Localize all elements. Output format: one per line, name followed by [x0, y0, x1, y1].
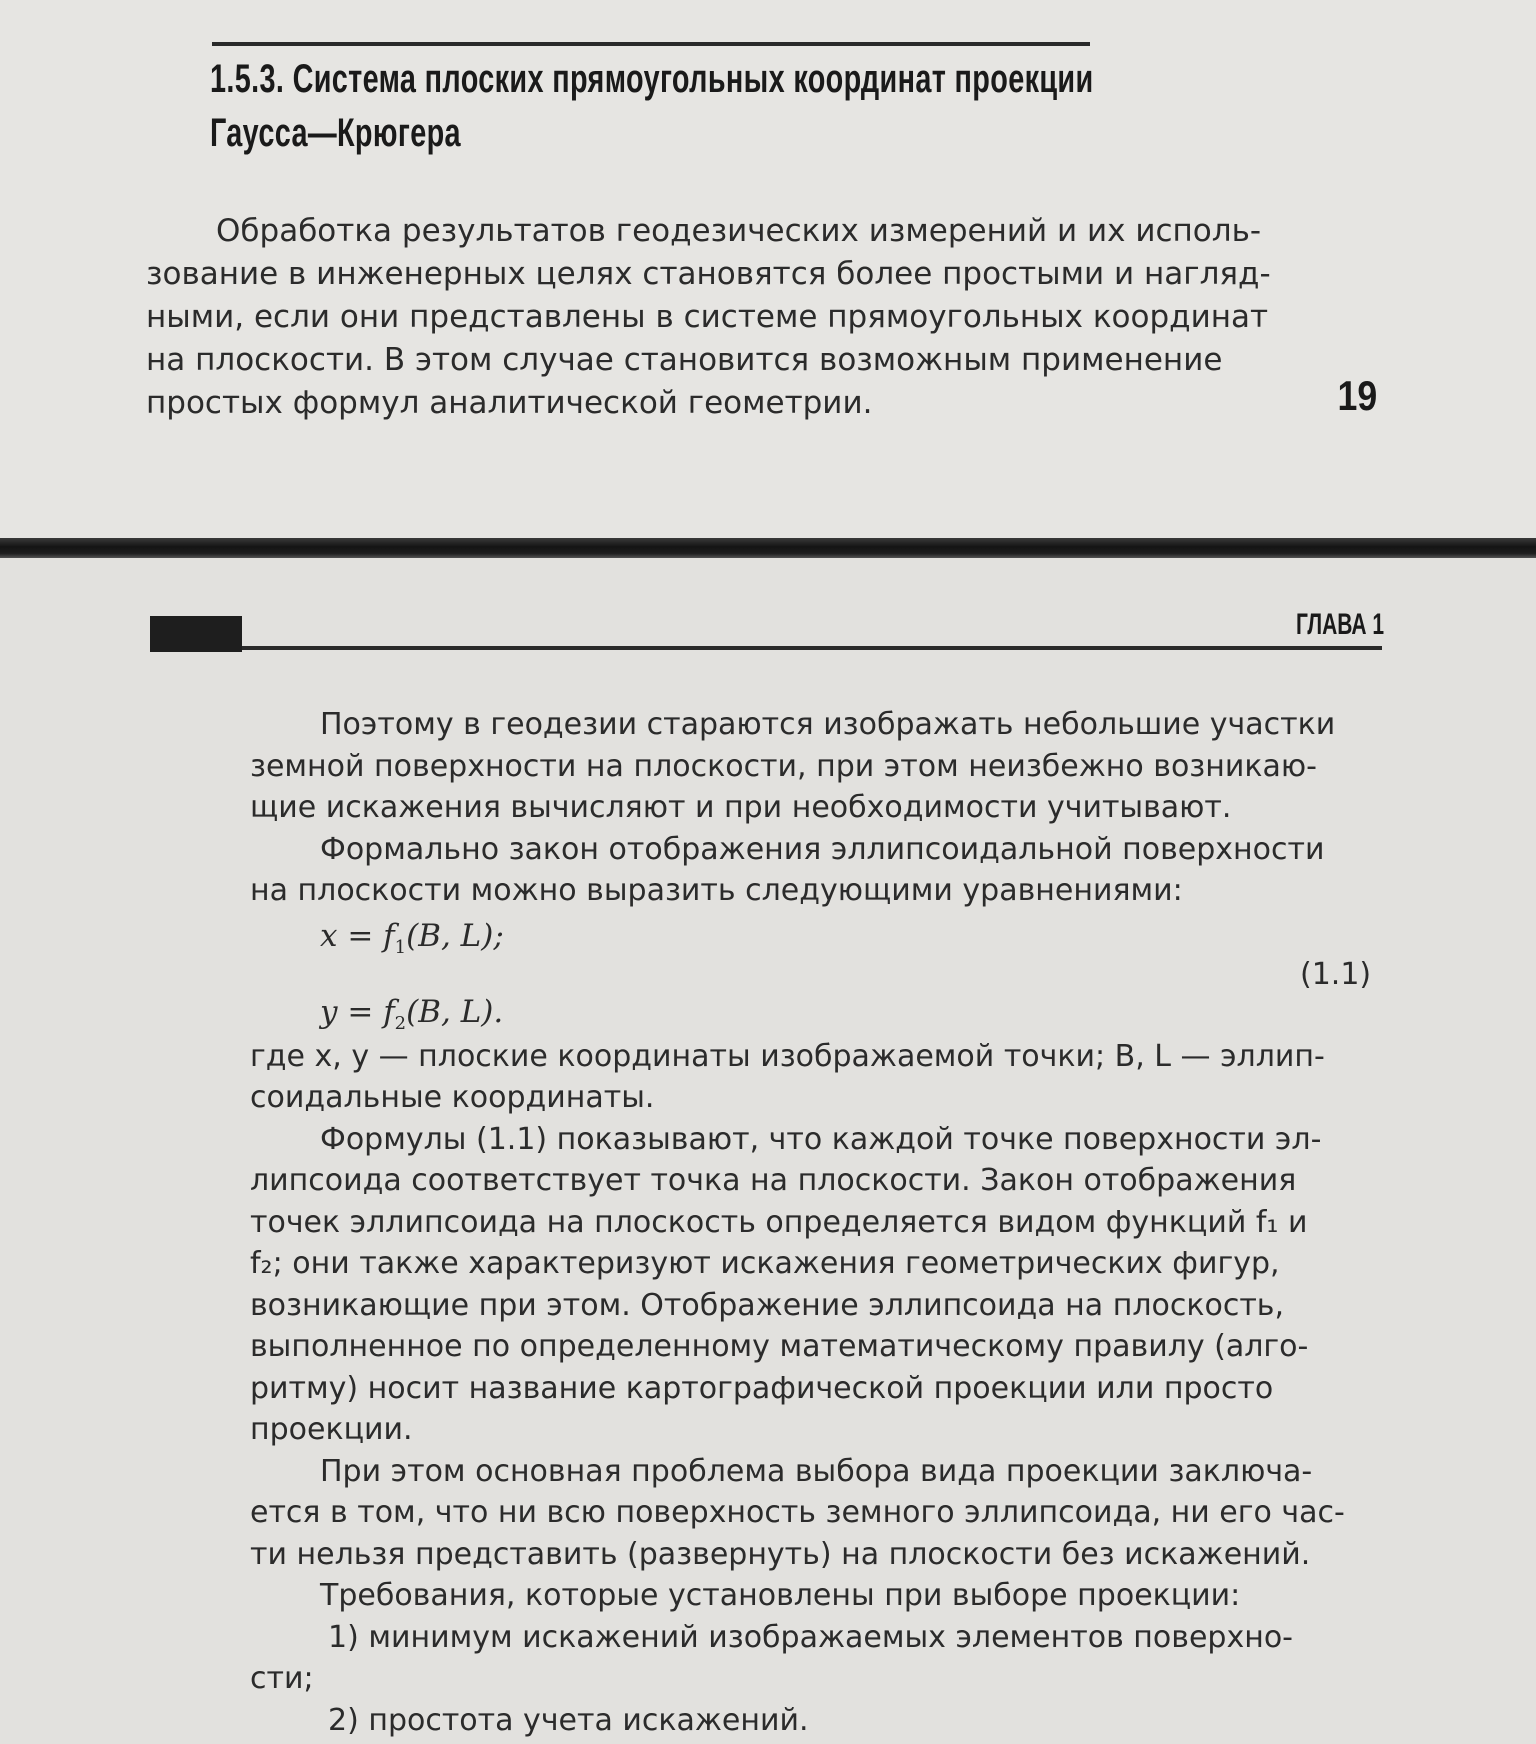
- intro-paragraph: [146, 210, 1296, 425]
- text-line: где x, y — плоские координаты изображаемой точки; B, L — эллип-: [250, 1038, 1325, 1074]
- formula-number: (1.1): [1300, 956, 1372, 992]
- text-line: ется в том, что ни всю поверхность земного эллипсоида, ни его час-: [250, 1495, 1345, 1530]
- text-line: ными, если они представлены в системе прямоугольных координат: [146, 299, 1269, 335]
- section-title: [210, 52, 1094, 160]
- text-line: Обработка результатов геодезических измерений и их исполь-: [216, 213, 1262, 249]
- chapter-label: ГЛАВА 1: [1296, 608, 1385, 641]
- text-line: возникающие при этом. Отображение эллипсоида на плоскость,: [250, 1287, 1285, 1323]
- text-line: на плоскости. В этом случае становится возможным применение: [146, 342, 1223, 378]
- list-item: 1) минимум искажений изображаемых элементов поверхно-: [328, 1619, 1293, 1655]
- section-title-line: 1.5.3. Система плоских прямоугольных координат проекции: [210, 57, 1094, 101]
- header-block: [150, 616, 242, 652]
- text-line: Формулы (1.1) показывают, что каждой точке поверхности эл-: [320, 1121, 1322, 1157]
- body-text: [250, 704, 1380, 1741]
- text-line: щие искажения вычисляют и при необходимости учитывают.: [250, 790, 1232, 825]
- text-line: Требования, которые установлены при выборе проекции:: [320, 1578, 1241, 1613]
- text-line: f₂; они также характеризуют искажения геометрических фигур,: [250, 1246, 1280, 1281]
- formula-lhs: y = f: [320, 993, 395, 1030]
- text-line: простых формул аналитической геометрии.: [146, 385, 873, 421]
- formula-subscript: 1: [394, 936, 407, 958]
- formula-lhs: x = f: [320, 917, 395, 954]
- text-line: ритму) носит название картографической проекции или просто: [250, 1370, 1274, 1406]
- formula-line-1: [320, 916, 504, 968]
- list-item: 2) простота учета искажений.: [328, 1702, 809, 1738]
- text-line: При этом основная проблема выбора вида проекции заключа-: [320, 1453, 1313, 1489]
- text-line: точек эллипсоида на плоскость определяется видом функций f₁ и: [250, 1204, 1308, 1240]
- list-item-continuation: сти;: [250, 1661, 314, 1696]
- text-line: на плоскости можно выразить следующими уравнениями:: [250, 873, 1183, 908]
- text-line: земной поверхности на плоскости, при этом неизбежно возникаю-: [250, 748, 1317, 784]
- page-divider: [0, 538, 1536, 560]
- text-line: соидальные координаты.: [250, 1080, 655, 1115]
- text-line: выполненное по определенному математическому правилу (алго-: [250, 1329, 1309, 1364]
- formula-block: [250, 912, 1380, 1036]
- header-rule: [150, 646, 1382, 650]
- text-line: проекции.: [250, 1412, 413, 1447]
- text-line: Формально закон отображения эллипсоидальной поверхности: [320, 831, 1325, 867]
- formula-subscript: 2: [394, 1012, 407, 1034]
- text-line: Поэтому в геодезии стараются изображать небольшие участки: [320, 707, 1336, 742]
- section-title-line: Гаусса—Крюгера: [210, 111, 461, 155]
- text-line: липсоида соответствует точка на плоскости. Закон отображения: [250, 1163, 1297, 1198]
- text-line: ти нельзя представить (развернуть) на плоскости без искажений.: [250, 1536, 1311, 1572]
- text-line: зование в инженерных целях становятся более простыми и нагляд-: [146, 256, 1271, 292]
- page-number: 19: [1337, 372, 1378, 419]
- formula-rhs: (B, L).: [406, 993, 504, 1030]
- section-rule: [212, 42, 1090, 46]
- formula-line-2: [320, 992, 503, 1044]
- formula-rhs: (B, L);: [406, 917, 504, 954]
